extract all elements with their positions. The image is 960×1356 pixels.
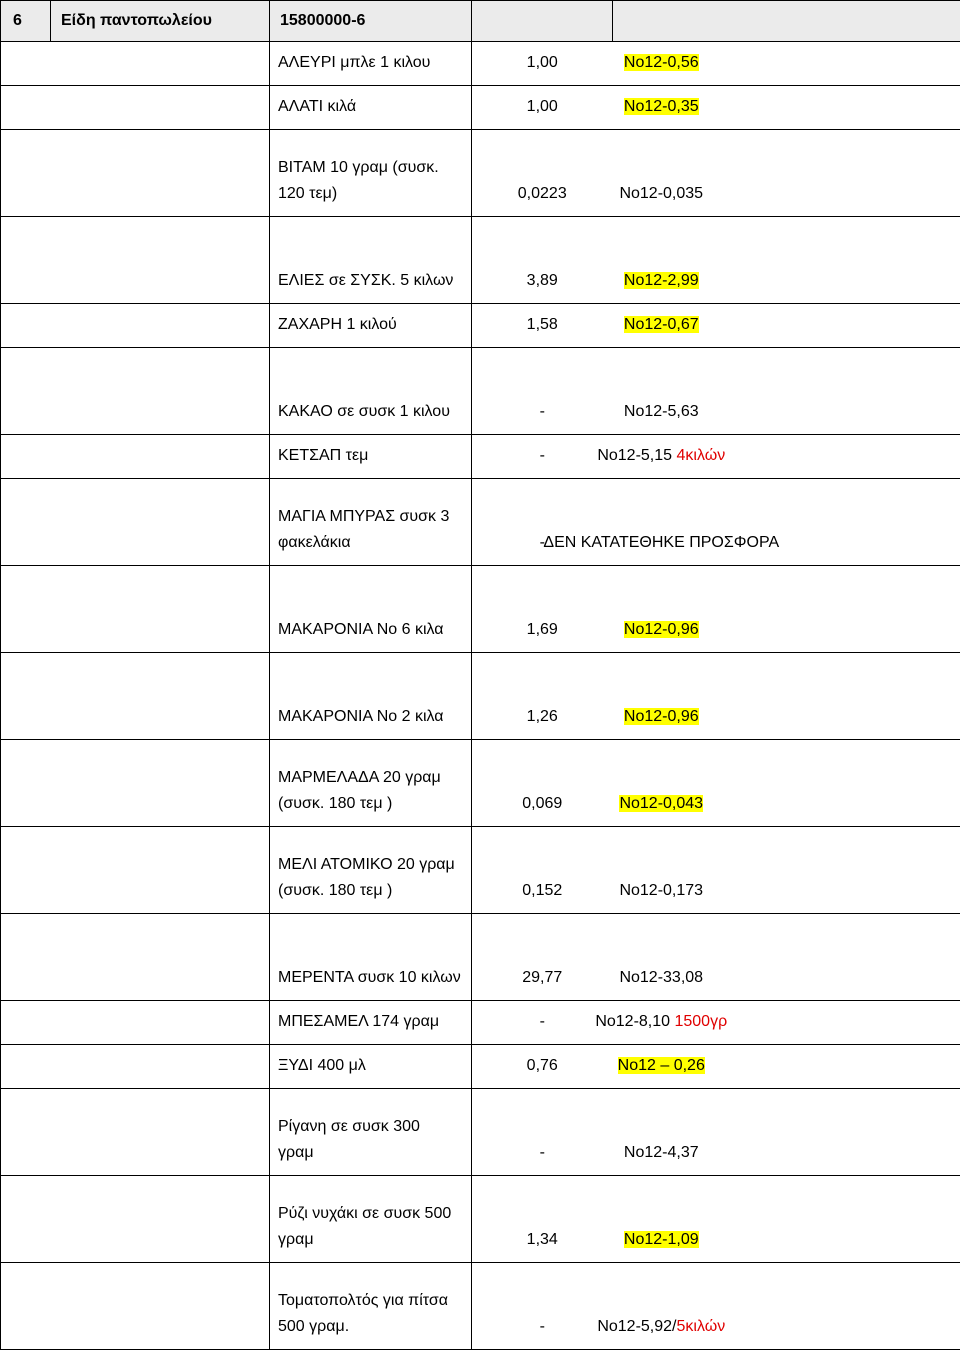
item-offer: Νο12-0,35 <box>623 98 699 115</box>
item-offer-cell <box>613 1089 960 1176</box>
item-offer-note: 4κιλών <box>676 447 726 464</box>
table-row <box>1 42 960 86</box>
item-offer: Νο12-0,67 <box>623 316 699 333</box>
item-offer-cell <box>613 217 960 304</box>
table-row <box>1 479 960 566</box>
row-empty-cell <box>1 1176 270 1263</box>
item-name-cell <box>270 348 472 435</box>
item-name-line: (συσκ. 180 τεμ ) <box>278 795 393 812</box>
item-offer: Νο12-2,99 <box>623 272 699 289</box>
item-name-line: ΜΠΕΣΑΜΕΛ 174 γραμ <box>278 1013 440 1030</box>
item-offer: Νο12-0,96 <box>623 621 699 638</box>
item-name-line: ΜΑΚΑΡΟΝΙΑ Νο 6 κιλα <box>278 621 444 638</box>
item-offer-cell <box>597 1263 960 1350</box>
category-code: 15800000-6 <box>270 1 472 42</box>
item-name-line: ΚΑΚΑΟ σε συσκ 1 κιλου <box>278 403 450 420</box>
item-name-line: ΜΑΡΜΕΛΑΔΑ 20 γραμ <box>278 769 441 786</box>
row-empty-cell <box>1 1045 270 1089</box>
row-empty-cell <box>1 304 270 348</box>
item-name-cell <box>270 1089 472 1176</box>
item-name-line: Τοματοπολτός για πίτσα <box>278 1292 448 1309</box>
item-offer: Νο12-5,63 <box>623 403 699 420</box>
item-name-cell <box>270 566 472 653</box>
item-offer-cell <box>613 130 960 217</box>
item-offer: Νο12-0,56 <box>623 54 699 71</box>
item-name-line: ΜΕΡΕΝΤΑ συσκ 10 κιλων <box>278 969 461 986</box>
item-name-cell <box>270 435 472 479</box>
row-empty-cell <box>1 1089 270 1176</box>
item-name-cell <box>270 1001 472 1045</box>
item-name-cell <box>270 304 472 348</box>
item-name-cell <box>270 479 472 566</box>
item-name-line: ΞΥΔΙ 400 μλ <box>278 1057 366 1074</box>
item-name-line: γραμ <box>278 1144 314 1161</box>
table-row <box>1 740 960 827</box>
table-row <box>1 130 960 217</box>
item-offer-note: 1500γρ <box>674 1013 728 1030</box>
item-offer: Νο12-1,09 <box>623 1231 699 1248</box>
item-price: 29,77 <box>522 969 563 986</box>
item-name-cell <box>270 914 472 1001</box>
item-price: 0,069 <box>522 795 563 812</box>
item-offer: Νο12-8,10 <box>595 1013 675 1030</box>
table-row <box>1 566 960 653</box>
row-empty-cell <box>1 1001 270 1045</box>
table-row <box>1 435 960 479</box>
item-offer: Νο12-0,96 <box>623 708 699 725</box>
item-name-line: ΖΑΧΑΡΗ 1 κιλού <box>278 316 397 333</box>
item-price: 1,58 <box>526 316 558 333</box>
row-empty-cell <box>1 435 270 479</box>
item-price: 0,152 <box>522 882 563 899</box>
category-number: 6 <box>1 1 51 42</box>
item-price: 1,26 <box>526 708 558 725</box>
item-name-line: ΑΛΑΤΙ κιλά <box>278 98 357 115</box>
table-row <box>1 1001 960 1045</box>
row-empty-cell <box>1 130 270 217</box>
item-name-cell <box>270 653 472 740</box>
item-offer: Νο12-5,15 <box>597 447 677 464</box>
item-price: 0,76 <box>526 1057 558 1074</box>
item-name-line: ΕΛΙΕΣ σε ΣΥΣΚ. 5 κιλων <box>278 272 454 289</box>
table-row <box>1 653 960 740</box>
item-offer-cell <box>613 1045 960 1089</box>
item-name-cell <box>270 1045 472 1089</box>
item-name-line: Ρίγανη σε συσκ 300 <box>278 1118 420 1135</box>
row-empty-cell <box>1 348 270 435</box>
item-offer-cell <box>613 653 960 740</box>
item-offer-cell <box>613 827 960 914</box>
item-offer-cell <box>613 304 960 348</box>
item-name-cell <box>270 42 472 86</box>
row-empty-cell <box>1 86 270 130</box>
item-name-line: φακελάκια <box>278 534 351 551</box>
item-offer: Νο12-4,37 <box>623 1144 699 1161</box>
row-empty-cell <box>1 827 270 914</box>
item-offer: Νο12-33,08 <box>619 969 704 986</box>
item-name-line: 500 γραμ. <box>278 1318 350 1335</box>
table-row <box>1 914 960 1001</box>
item-name-cell <box>270 86 472 130</box>
row-empty-cell <box>1 1263 270 1350</box>
item-offer: Νο12-0,043 <box>619 795 704 812</box>
item-name-cell <box>270 827 472 914</box>
item-offer-cell <box>613 914 960 1001</box>
item-offer: Νο12 – 0,26 <box>617 1057 705 1074</box>
item-name-line: (συσκ. 180 τεμ ) <box>278 882 393 899</box>
item-offer-cell <box>597 435 960 479</box>
item-offer-cell <box>543 479 960 566</box>
item-offer-cell <box>613 42 960 86</box>
item-name-cell <box>270 130 472 217</box>
item-price: - <box>539 1013 545 1030</box>
item-offer-cell <box>595 1001 960 1045</box>
item-offer-cell <box>613 348 960 435</box>
item-offer-cell <box>613 740 960 827</box>
table-row <box>1 827 960 914</box>
item-name-cell <box>270 1176 472 1263</box>
table-row <box>1 348 960 435</box>
item-price: 1,34 <box>526 1231 558 1248</box>
header-empty-cell <box>472 1 613 42</box>
item-name-line: γραμ <box>278 1231 314 1248</box>
row-empty-cell <box>1 653 270 740</box>
item-name-line: ΜΑΚΑΡΟΝΙΑ Νο 2 κιλα <box>278 708 444 725</box>
item-price: 1,69 <box>526 621 558 638</box>
table-row <box>1 217 960 304</box>
row-empty-cell <box>1 479 270 566</box>
table-row <box>1 1263 960 1350</box>
item-offer: ΔΕΝ ΚΑΤΑΤΕΘΗΚΕ ΠΡΟΣΦΟΡΑ <box>543 534 780 551</box>
item-name-line: ΚΕΤΣΑΠ τεμ <box>278 447 369 464</box>
table-row <box>1 1089 960 1176</box>
item-offer-cell <box>613 86 960 130</box>
table-row <box>1 304 960 348</box>
item-name-line: ΑΛΕΥΡΙ μπλε 1 κιλου <box>278 54 431 71</box>
row-empty-cell <box>1 566 270 653</box>
table-row <box>1 1045 960 1089</box>
item-name-line: ΒΙΤΑΜ 10 γραμ (συσκ. <box>278 159 439 176</box>
row-empty-cell <box>1 42 270 86</box>
item-price: - <box>539 447 545 464</box>
item-name-line: Ρύζι νυχάκι σε συσκ 500 <box>278 1205 452 1222</box>
item-name-cell <box>270 740 472 827</box>
table-row <box>1 1176 960 1263</box>
category-title: Είδη παντοπωλείου <box>51 1 270 42</box>
item-price: 1,00 <box>526 54 558 71</box>
item-name-line: ΜΑΓΙΑ ΜΠΥΡΑΣ συσκ 3 <box>278 508 450 525</box>
item-offer: Νο12-0,173 <box>619 882 704 899</box>
item-price: 1,00 <box>526 98 558 115</box>
item-offer-cell <box>613 566 960 653</box>
row-empty-cell <box>1 217 270 304</box>
item-price: - <box>539 1318 545 1335</box>
item-name-cell <box>270 217 472 304</box>
item-offer: Νο12-5,92/ <box>597 1318 677 1335</box>
item-name-line: 120 τεμ) <box>278 185 338 202</box>
item-price: 0,0223 <box>517 185 567 202</box>
item-offer-note: 5κιλών <box>676 1318 726 1335</box>
category-header-row <box>1 1 960 42</box>
item-price: - <box>539 534 545 551</box>
item-price: - <box>539 1144 545 1161</box>
item-offer-cell <box>613 1176 960 1263</box>
table-row <box>1 86 960 130</box>
row-empty-cell <box>1 740 270 827</box>
item-name-line: ΜΕΛΙ ΑΤΟΜΙΚΟ 20 γραμ <box>278 856 455 873</box>
item-price: - <box>539 403 545 420</box>
row-empty-cell <box>1 914 270 1001</box>
item-name-cell <box>270 1263 472 1350</box>
header-empty-cell <box>613 1 960 42</box>
item-price: 3,89 <box>526 272 558 289</box>
item-offer: Νο12-0,035 <box>619 185 704 202</box>
